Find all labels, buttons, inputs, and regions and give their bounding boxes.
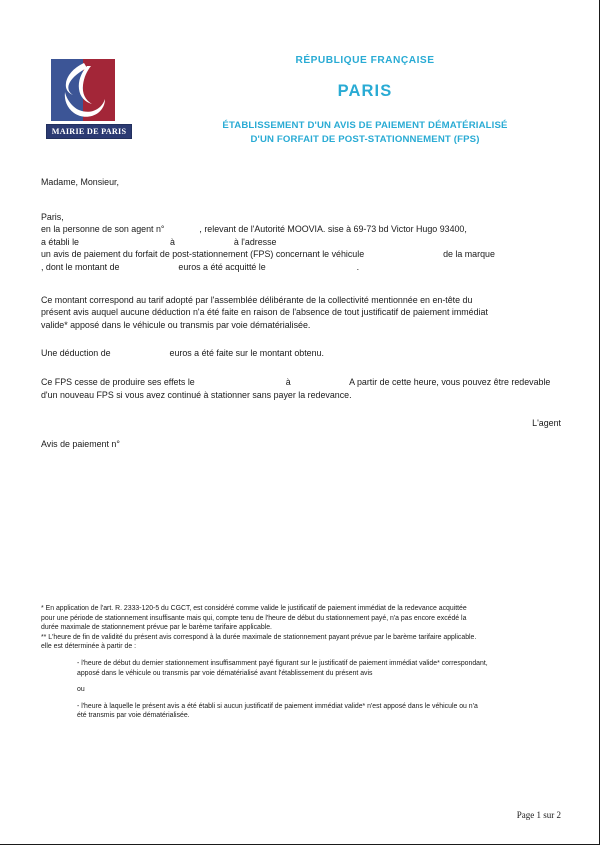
fps-cesse-prefix: Ce FPS cesse de produire ses effets le bbox=[41, 376, 195, 387]
agent-line-prefix: en la personne de son agent n° bbox=[41, 224, 165, 235]
fps-cesse-mid: à bbox=[285, 376, 291, 387]
footnote-1-line-2: pour une période de stationnement insuffisante mais qui, compte tenu de l'heure de début du stationnement payé, n'a pas encore excédé la bbox=[41, 614, 467, 622]
footnote-bullet-1-line-1: - l'heure de début du dernier stationnement insuffisamment payé figurant sur le justificatif de paiement immédiat valide* correspondant, bbox=[77, 659, 488, 667]
footnote-1-line-1: * En application de l'art. R. 2333-120-5 du CGCT, est considéré comme valide le justificatif de paiement immédiat de la redevance acquittée bbox=[41, 605, 467, 612]
salutation-line: Madame, Monsieur, bbox=[41, 177, 119, 187]
avis-line-suffix: de la marque bbox=[443, 249, 495, 260]
avis-number-label: Avis de paiement n° bbox=[41, 439, 120, 449]
avis-number-line bbox=[41, 439, 196, 449]
etabli-mid: à bbox=[169, 236, 175, 247]
montant-line bbox=[41, 261, 561, 274]
tarif-paragraph bbox=[41, 294, 561, 332]
tarif-line-1: Ce montant correspond au tarif adopté par l'assemblée délibérante de la collectivité mentionnée en en-tête du bbox=[41, 294, 473, 305]
footnote-1-line-3: durée maximale de stationnement prévue par le barème tarifaire applicable. bbox=[41, 624, 272, 632]
spacer bbox=[41, 652, 563, 659]
deduction-line bbox=[41, 347, 561, 360]
republic-heading: RÉPUBLIQUE FRANÇAISE bbox=[295, 55, 435, 66]
montant-prefix: , dont le montant de bbox=[41, 261, 120, 272]
tarif-line-2: présent avis auquel aucune déduction n'a été faite en raison de l'absence de tout justificatif de paiement immédiat bbox=[41, 307, 488, 318]
spacer bbox=[41, 331, 561, 347]
document-header bbox=[0, 50, 600, 155]
spacer bbox=[41, 678, 563, 685]
footnote-bullet-1-line-2: apposé dans le véhicule ou transmis par voie dématérialisé avant l'établissement du présent avis bbox=[77, 669, 373, 677]
footnotes-block bbox=[41, 604, 563, 721]
footnote-bullet-2 bbox=[77, 702, 563, 721]
fps-cesse-suffix: A partir de cette heure, vous pouvez être redevable bbox=[349, 376, 551, 387]
footnote-bullet-1 bbox=[77, 659, 563, 678]
footnote-conjunction: ou bbox=[77, 686, 85, 694]
mairie-de-paris-banner-label: MAIRIE DE PARIS bbox=[46, 124, 132, 139]
deduction-prefix: Une déduction de bbox=[41, 348, 111, 359]
spacer bbox=[41, 695, 563, 702]
avis-vehicule-line bbox=[41, 248, 561, 261]
footnote-bullet-2-line-2: été transmis par voie dématérialisée. bbox=[77, 712, 190, 720]
agent-line bbox=[41, 223, 561, 236]
document-title bbox=[150, 119, 580, 147]
footnote-bullet-2-line-1: - l'heure à laquelle le présent avis a été établi si aucun justificatif de paiement immédiat valide* n'est apposé dans le véhicule ou n'a bbox=[77, 702, 478, 710]
document-body bbox=[41, 176, 561, 401]
mairie-de-paris-logo bbox=[46, 59, 132, 139]
spacer bbox=[41, 360, 561, 376]
etabli-suffix: à l'adresse bbox=[233, 236, 277, 247]
header-title-block bbox=[150, 50, 580, 147]
tarif-line-3: valide* apposé dans le véhicule ou transmis par voie dématérialisée. bbox=[41, 319, 311, 330]
deduction-suffix: euros a été faite sur le montant obtenu. bbox=[169, 348, 324, 359]
page-indicator: Page 1 sur 2 bbox=[516, 810, 561, 820]
etabli-prefix: a établi le bbox=[41, 236, 79, 247]
footnote-2-line-2: elle est déterminée à partir de : bbox=[41, 643, 136, 651]
agent-line-suffix: , relevant de l'Autorité MOOVIA. sise à 69-73 bd Victor Hugo 93400, bbox=[199, 224, 467, 235]
signature-label: L'agent bbox=[532, 418, 561, 428]
fps-cesse-paragraph bbox=[41, 376, 561, 401]
montant-mid: euros a été acquitté le bbox=[178, 261, 266, 272]
city-heading: PARIS bbox=[337, 82, 393, 100]
montant-suffix: . bbox=[356, 261, 360, 272]
document-title-line-2: D'UN FORFAIT DE POST-STATIONNEMENT (FPS) bbox=[250, 134, 480, 145]
etabli-line bbox=[41, 236, 561, 249]
fps-cesse-line-2: d'un nouveau FPS si vous avez continué à stationner sans payer la redevance. bbox=[41, 389, 352, 400]
paris-coat-of-arms-icon bbox=[51, 59, 115, 121]
avis-line-prefix: un avis de paiement du forfait de post-stationnement (FPS) concernant le véhicule bbox=[41, 249, 365, 260]
city-line: Paris, bbox=[41, 211, 64, 222]
footnote-2-line-1: ** L'heure de fin de validité du présent avis correspond à la durée maximale de stationnement payant prévue par le barème tarifaire applicable. bbox=[41, 633, 477, 641]
spacer bbox=[41, 274, 561, 294]
fps-cesse-line-1 bbox=[41, 376, 561, 389]
document-title-line-1: ÉTABLISSEMENT D'UN AVIS DE PAIEMENT DÉMATÉRIALISÉ bbox=[222, 120, 508, 131]
